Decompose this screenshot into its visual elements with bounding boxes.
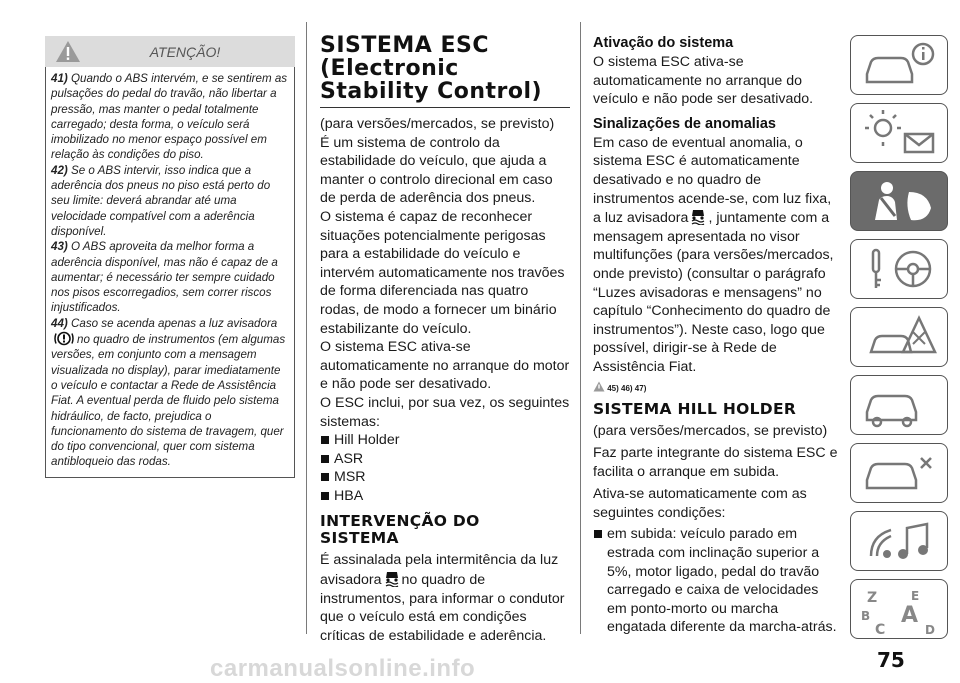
svg-text:B: B (861, 609, 871, 623)
intervention-title: INTERVENÇÃO DO SISTEMA (320, 512, 480, 548)
column-divider-1 (306, 22, 307, 634)
tab-technical-data[interactable] (850, 443, 948, 503)
svg-text:A: A (901, 603, 919, 628)
activation-section (593, 34, 841, 637)
hill-conditions-list (593, 525, 841, 637)
warning-item: 44) Caso se acenda apenas a luz avisadorano quadro de instrumentos (em algumas versões, em conjunto com a mensagem visualizada no display), parar imediatamente o veículo e contactar a Rede de Assistência Fiat. A eventual perda de fluido pelo sistema hidráulico, de facto, prejudica o funcionamento do sistema de travagem, quer do tipo convencional, quer com sistema antibloqueio das rodas. (51, 316, 286, 469)
hill-availability: (para versões/mercados, se previsto) (593, 422, 828, 439)
faults-text: Em caso de eventual anomalia, o sistema ESC é automaticamente desativado e no quadro de instrumentos acende-se, com luz fixa, a luz avisadora , juntamente com a mensagem apresentada no visor multifunções (para versões/mercados, onde previsto) (consultar o parágrafo “Luzes avisadoras e mensagens” no capítulo “Conhecimento do quadro de instrumentos”). Neste caso, logo que possível, dirigir-se à Rede de Assistência Fiat. (593, 134, 834, 375)
activation-text: O sistema ESC ativa-se automaticamente no arranque do veículo e não pode ser desativado. (593, 54, 814, 108)
svg-text:E: E (911, 589, 920, 603)
esc-paragraph: O ESC inclui, por sua vez, os seguintes sistemas: (320, 394, 570, 430)
warning-item: 41) Quando o ABS intervém, e se sentirem as pulsações do pedal do travão, não libertar a pressão, mas manter o pedal totalmente carregado; desta forma, o veículo será imobilizado no menor espaço possível em relação às condições do piso. (51, 72, 288, 162)
esc-warning-light-icon (384, 570, 400, 587)
warning-box (45, 36, 295, 478)
warning-body (45, 67, 295, 478)
svg-text:C: C (875, 622, 886, 636)
warning-header (45, 36, 295, 67)
car-service-icon (861, 380, 939, 430)
warning-title: ATENÇÃO! (149, 44, 221, 60)
list-item: em subida: veículo parado em estrada com inclinação superior a 5%, motor ligado, pedal do travão carregado e caixa de velocidades em ponto-morto ou marcha engatada diferente da marcha-atrás. (593, 525, 841, 637)
tab-starting-driving[interactable] (850, 239, 948, 299)
safety-seatbelt-icon (861, 176, 939, 226)
tab-multimedia[interactable] (850, 511, 948, 571)
key-steering-icon (861, 244, 939, 294)
tab-lights-messages[interactable] (850, 103, 948, 163)
abs-warning-light-icon (53, 331, 75, 346)
tab-index[interactable] (850, 579, 948, 639)
tab-maintenance[interactable] (850, 375, 948, 435)
tab-emergency[interactable] (850, 307, 948, 367)
page-number: 75 (877, 648, 905, 672)
list-item: Hill Holder (320, 431, 570, 450)
column-divider-2 (580, 22, 581, 634)
list-item: HBA (320, 487, 570, 506)
svg-text:D: D (925, 623, 935, 636)
car-info-icon (861, 40, 939, 90)
esc-warning-light-icon (690, 208, 706, 225)
watermark-footer: carmanualsonline.info (210, 655, 476, 682)
warning-triangle-icon (593, 381, 605, 392)
list-item: ASR (320, 450, 570, 469)
warning-item: 43) O ABS aproveita da melhor forma a aderência disponível, mas não é capaz de a aumentar; é necessário ter sempre cuidado nos pisos escorregadios, sem correr riscos injustificados. (51, 240, 278, 315)
list-item: MSR (320, 468, 570, 487)
multimedia-music-icon (861, 516, 939, 566)
faults-title: Sinalizações de anomalias (593, 115, 776, 132)
hill-paragraph: Ativa-se automaticamente com as seguintes condições: (593, 486, 807, 521)
emergency-triangle-icon (861, 312, 939, 362)
intervention-text: É assinalada pela intermitência da luz avisadora no quadro de instrumentos, para informar o condutor que o veículo está em condições críticas de estabilidade e aderência. (320, 552, 565, 644)
activation-title: Ativação do sistema (593, 35, 734, 51)
esc-subsystem-list (320, 431, 570, 505)
tab-vehicle-info[interactable] (850, 35, 948, 95)
tab-safety[interactable] (850, 171, 948, 231)
title-rule (320, 107, 570, 108)
esc-availability: (para versões/mercados, se previsto) (320, 116, 555, 132)
car-specs-icon (861, 448, 939, 498)
hill-holder-title: SISTEMA HILL HOLDER (593, 399, 797, 418)
warning-item: 42) Se o ABS intervir, isso indica que a aderência dos pneus no piso está perto do seu limite: deverá abrandar até uma velocidade compatível com a aderência disponível. (51, 163, 271, 238)
alphabet-index-icon (861, 584, 939, 636)
esc-title: SISTEMA ESC (Electronic Stability Control) (320, 33, 543, 104)
hill-paragraph: Faz parte integrante do sistema ESC e facilita o arranque em subida. (593, 445, 838, 480)
warning-lights-icon (861, 108, 939, 158)
esc-paragraph: É um sistema de controlo da estabilidade do veículo, que ajuda a manter o controlo direcional em caso de perda de aderência dos pneus. (320, 134, 553, 207)
esc-section (320, 34, 570, 645)
warning-references: 45) 46) 47) (593, 381, 841, 393)
svg-text:Z: Z (867, 590, 878, 606)
esc-paragraph: O sistema é capaz de reconhecer situações potencialmente perigosas para a estabilidade do veículo e intervém automaticamente nos travões de forma diferenciada nas quatro rodas, de modo a fornecer um binário estabilizante do veículo. (320, 208, 565, 337)
esc-paragraph: O sistema ESC ativa-se automaticamente no arranque do motor e não pode ser desativado. (320, 339, 570, 393)
